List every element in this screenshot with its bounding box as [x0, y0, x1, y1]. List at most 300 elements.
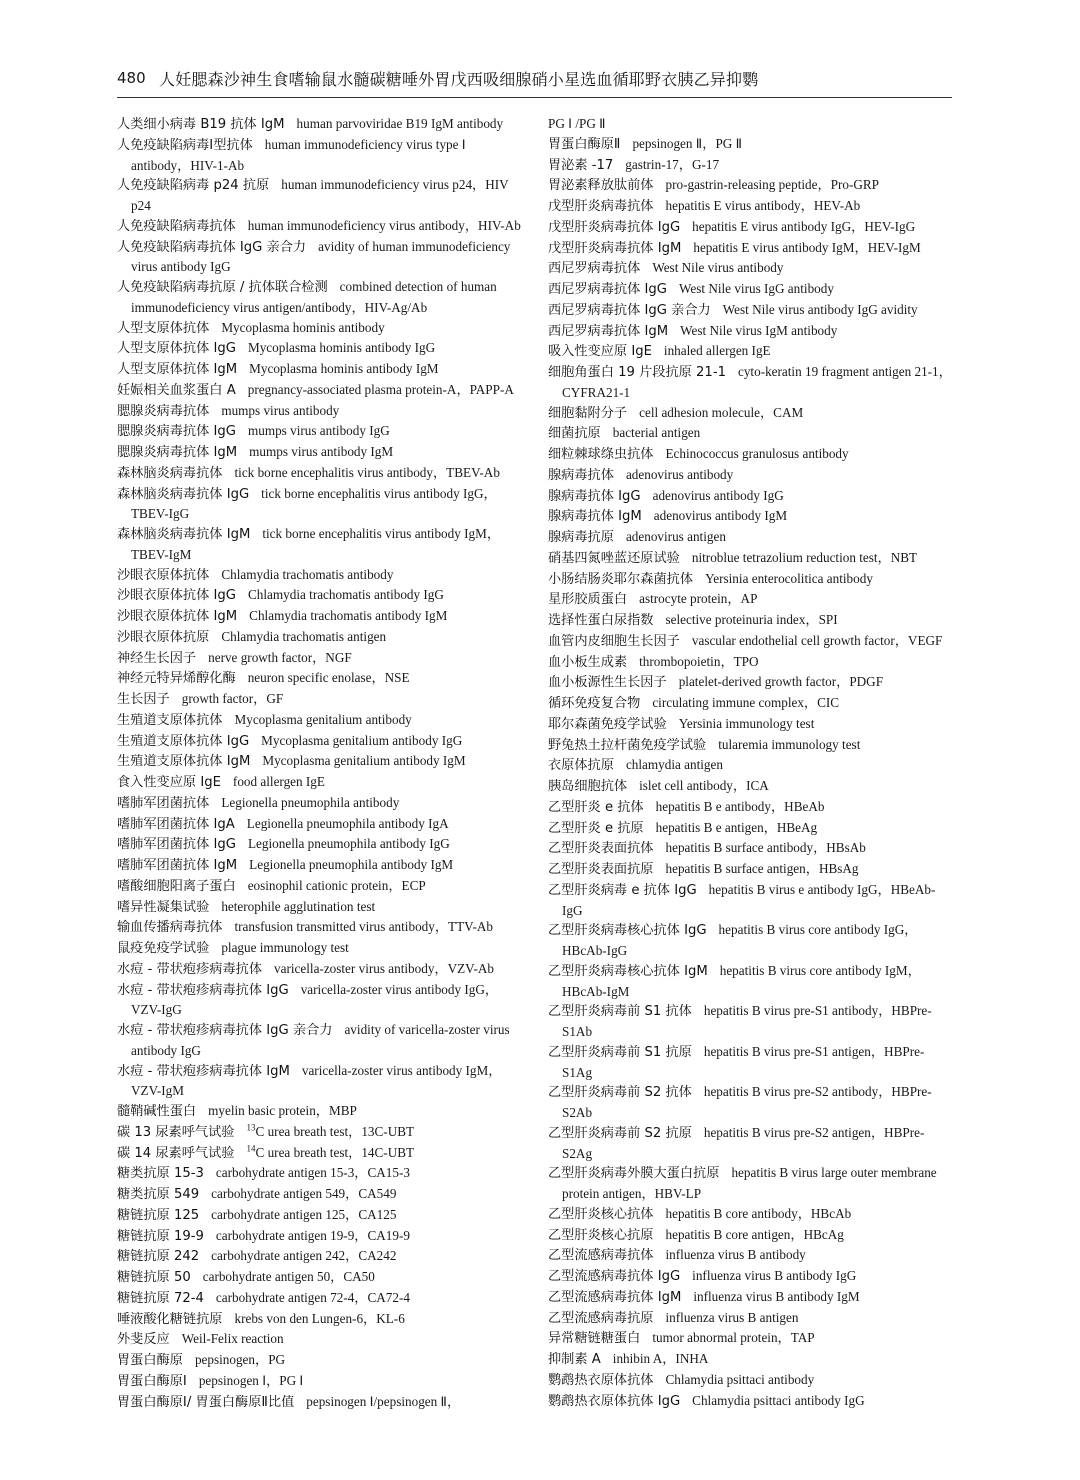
chinese-term: 胃蛋白酶原Ⅰ/ 胃蛋白酶原Ⅱ比值 [117, 1394, 295, 1410]
english-term: West Nile virus antibody [652, 260, 784, 276]
chinese-term: 血小板生成素 [548, 654, 628, 670]
glossary-entry [548, 838, 953, 859]
english-term: cyto-keratin 19 fragment antigen 21-1，CYFRA21-1 [562, 364, 952, 400]
chinese-term: 异常糖链糖蛋白 [548, 1331, 641, 1347]
glossary-entry [117, 442, 522, 463]
chinese-term: 细菌抗原 [548, 426, 601, 442]
chinese-term: 乙型流感病毒抗体 IgM [548, 1289, 682, 1305]
chinese-term: 腺病毒抗体 IgG [548, 488, 641, 504]
glossary-entry [548, 797, 953, 818]
chinese-term: 人类细小病毒 B19 抗体 IgM [117, 117, 285, 132]
english-term: Mycoplasma genitalium antibody IgM [262, 753, 466, 769]
english-term: tick borne encephalitis virus antibody IgM，TBEV-IgM [131, 526, 501, 562]
chinese-term: 腮腺炎病毒抗体 [117, 403, 210, 419]
chinese-term: 腺病毒抗体 IgM [548, 509, 642, 525]
chinese-term: 乙型肝炎病毒外膜大蛋白抗原 [548, 1166, 720, 1182]
english-term: tumor abnormal protein，TAP [652, 1330, 815, 1346]
chinese-term: 硝基四氮唑蓝还原试验 [548, 550, 680, 566]
chinese-term: 乙型肝炎表面抗体 [548, 841, 654, 857]
running-title: 人妊腮森沙神生食嗜输鼠水髓碳糖唾外胃戊西吸细腺硝小星选血循耶野衣胰乙异抑鹦 [159, 70, 759, 89]
english-term: gastrin-17，G-17 [625, 156, 720, 172]
english-term: vascular endothelial cell growth factor，VEGF [691, 632, 943, 648]
chinese-term: 人型支原体抗体 [117, 320, 210, 336]
english-term: Mycoplasma hominis antibody [221, 319, 385, 335]
english-term: influenza virus B antibody IgM [693, 1288, 860, 1304]
chinese-term: 沙眼衣原体抗体 IgG [117, 588, 236, 604]
glossary-entry [117, 421, 522, 442]
chinese-term: 鹦鹉热衣原体抗体 [548, 1372, 654, 1388]
glossary-entry [548, 1370, 953, 1391]
glossary-entry [548, 1163, 953, 1204]
glossary-entry [117, 524, 522, 565]
english-term: C urea breath test，13C-UBT [255, 1123, 415, 1139]
chinese-term: 生殖道支原体抗体 IgM [117, 754, 251, 770]
chinese-term: 腺病毒抗原 [548, 530, 614, 545]
english-term: Mycoplasma genitalium antibody IgG [261, 732, 463, 748]
chinese-term: 胃蛋白酶原 [117, 1353, 183, 1368]
english-term: carbohydrate antigen 15-3，CA15-3 [215, 1165, 410, 1181]
english-term: krebs von den Lungen-6，KL-6 [234, 1310, 405, 1326]
glossary-entry [117, 938, 522, 959]
english-term: carbohydrate antigen 242，CA242 [211, 1248, 397, 1264]
chinese-term: 细胞黏附分子 [548, 405, 628, 421]
glossary-entry [548, 465, 953, 486]
chinese-term: 森林脑炎病毒抗体 IgG [117, 486, 250, 502]
english-term: nerve growth factor，NGF [208, 649, 352, 665]
chinese-term: 糖链抗原 72-4 [117, 1290, 204, 1306]
english-term: pepsinogen，PG [194, 1352, 286, 1367]
glossary-entry [117, 1288, 522, 1309]
chinese-term: 乙型肝炎病毒前 S1 抗体 [548, 1004, 692, 1020]
chinese-term: 乙型肝炎 e 抗体 [548, 799, 644, 815]
chinese-term: 乙型肝炎病毒 e 抗体 IgG [548, 882, 697, 898]
chinese-term: 水痘 - 带状疱疹病毒抗体 IgG [117, 982, 289, 998]
glossary-entry [548, 920, 953, 961]
glossary-entry [117, 668, 522, 689]
chinese-term: 胰岛细胞抗体 [548, 779, 628, 794]
chinese-term: 胃泌素释放肽前体 [548, 178, 654, 194]
chinese-term: 嗜肺军团菌抗体 IgG [117, 837, 236, 853]
glossary-entry [117, 606, 522, 627]
chinese-term: 腮腺炎病毒抗体 IgM [117, 445, 238, 460]
english-term: tularemia immunology test [718, 736, 861, 752]
english-term: astrocyte protein，AP [639, 591, 758, 607]
glossary-entry [548, 155, 953, 176]
glossary-entry [548, 714, 953, 735]
english-term: adenovirus antibody [625, 466, 734, 482]
glossary-entry [117, 1392, 522, 1413]
english-term: hepatitis B virus pre-S1 antibody，HBPre-S1Ab [562, 1003, 932, 1039]
chinese-term: 人免疫缺陷病毒抗体 [117, 218, 236, 234]
glossary-entry [548, 1001, 953, 1042]
english-term: tick borne encephalitis virus antibody，TBEV-Ab [234, 464, 500, 480]
english-term: combined detection of human immunodeficiency virus antigen/antibody，HIV-Ag/Ab [131, 279, 497, 315]
english-term: selective proteinuria index，SPI [665, 612, 838, 627]
english-term: West Nile virus antibody IgG avidity [722, 301, 918, 317]
english-term: avidity of human immunodeficiency virus antibody IgG [131, 238, 511, 275]
chinese-term: 西尼罗病毒抗体 IgG [548, 282, 667, 297]
chinese-term: 血管内皮细胞生长因子 [548, 633, 680, 649]
english-term: carbohydrate antigen 72-4，CA72-4 [215, 1289, 410, 1305]
glossary-entry [117, 1143, 522, 1164]
glossary-entry [117, 980, 522, 1021]
glossary-entry [548, 341, 953, 362]
isotope-superscript: 13 [246, 1122, 256, 1133]
english-term: thrombopoietin，TPO [639, 653, 759, 669]
english-term: human immunodeficiency virus type Ⅰ antibody，HIV-1-Ab [131, 136, 466, 173]
glossary-entry [117, 897, 522, 918]
english-term: hepatitis B virus large outer membrane protein antigen，HBV-LP [562, 1165, 937, 1201]
glossary-entry [117, 959, 522, 980]
chinese-term: 人免疫缺陷病毒 p24 抗原 [117, 178, 270, 194]
glossary-entry [548, 672, 953, 693]
english-term: cell adhesion molecule，CAM [639, 404, 804, 420]
glossary-entry [548, 300, 953, 321]
chinese-term: 野兔热土拉杆菌免疫学试验 [548, 737, 707, 753]
english-term: hepatitis B virus core antibody IgM，HBcAb-IgM [562, 962, 921, 999]
english-term: neuron specific enolase，NSE [247, 670, 410, 686]
english-term: adenovirus antibody IgM [653, 508, 788, 524]
english-term: tick borne encephalitis virus antibody IgG，TBEV-IgG [131, 485, 497, 522]
chinese-term: 神经生长因子 [117, 650, 197, 666]
chinese-term: 戊型肝炎病毒抗体 IgM [548, 240, 682, 256]
glossary-entry [548, 610, 953, 631]
english-term: hepatitis E virus antibody IgM，HEV-IgM [693, 239, 921, 255]
english-term: hepatitis E virus antibody IgG，HEV-IgG [692, 218, 916, 234]
english-term: carbohydrate antigen 549，CA549 [211, 1186, 397, 1201]
chinese-term: 乙型肝炎病毒前 S2 抗体 [548, 1085, 692, 1101]
glossary-entry [548, 279, 953, 300]
glossary-entry [548, 735, 953, 756]
english-term: carbohydrate antigen 125，CA125 [211, 1206, 397, 1222]
chinese-term: 嗜肺军团菌抗体 IgA [117, 816, 235, 832]
glossary-entry [117, 1309, 522, 1330]
glossary-entry [548, 1328, 953, 1349]
chinese-term: 嗜肺军团菌抗体 [117, 795, 210, 811]
english-term: hepatitis B virus pre-S1 antigen，HBPre-S1Ag [562, 1043, 925, 1080]
glossary-entry [548, 1204, 953, 1225]
glossary-entry [117, 1246, 522, 1267]
chinese-term: 碳 13 尿素呼气试验 [117, 1124, 235, 1140]
english-term: myelin basic protein，MBP [208, 1103, 357, 1118]
english-term: Mycoplasma hominis antibody IgM [249, 361, 439, 376]
glossary-entry [117, 1101, 522, 1122]
chinese-term: 生殖道支原体抗体 IgG [117, 733, 250, 749]
chinese-term: 衣原体抗原 [548, 758, 614, 774]
chinese-term: 水痘 - 带状疱疹病毒抗体 IgG 亲合力 [117, 1023, 333, 1038]
english-term: varicella-zoster virus antibody IgG，VZV-IgG [131, 981, 499, 1018]
glossary-entry [117, 401, 522, 422]
chinese-term: 唾液酸化糖链抗原 [117, 1311, 223, 1327]
chinese-term: 西尼罗病毒抗体 [548, 261, 641, 277]
english-term: hepatitis B e antibody，HBeAb [655, 798, 825, 814]
glossary-entry [117, 585, 522, 606]
chinese-term: 人免疫缺陷病毒抗原 / 抗体联合检测 [117, 280, 328, 295]
english-term: carbohydrate antigen 50，CA50 [202, 1269, 375, 1284]
english-term: transfusion transmitted virus antibody，TTV-Ab [234, 919, 493, 935]
chinese-term: 嗜酸细胞阳离子蛋白 [117, 878, 236, 894]
english-term: Weil-Felix reaction [181, 1331, 284, 1347]
glossary-entry [548, 527, 953, 548]
glossary-entry [548, 1225, 953, 1246]
glossary-entry [117, 359, 522, 380]
glossary-entry [548, 961, 953, 1002]
glossary-entry [117, 565, 522, 586]
chinese-term: 西尼罗病毒抗体 IgG 亲合力 [548, 302, 711, 318]
english-term: Mycoplasma hominis antibody IgG [247, 340, 436, 356]
english-term: Legionella pneumophila antibody [221, 794, 400, 810]
english-term: varicella-zoster virus antibody IgM，VZV-IgM [131, 1062, 502, 1099]
glossary-entry [548, 880, 953, 921]
chinese-term: 输血传播病毒抗体 [117, 920, 223, 936]
glossary-entry [117, 484, 522, 525]
english-term: food allergen IgE [232, 774, 325, 789]
english-term: human parvoviridae B19 IgM antibody [296, 116, 504, 131]
english-term: PG Ⅰ /PG Ⅱ [548, 116, 606, 131]
chinese-term: 抑制素 A [548, 1352, 601, 1367]
glossary-entry [117, 318, 522, 339]
english-term: adenovirus antibody IgG [652, 487, 784, 503]
glossary-entry [548, 1308, 953, 1329]
chinese-term: 乙型流感病毒抗体 IgG [548, 1269, 681, 1284]
glossary-entry [117, 710, 522, 731]
chinese-term: 嗜异性凝集试验 [117, 899, 210, 915]
chinese-term: 沙眼衣原体抗体 IgM [117, 609, 238, 624]
glossary-entry [117, 175, 522, 216]
english-term: inhaled allergen IgE [663, 343, 771, 359]
chinese-term: 糖类抗原 15-3 [117, 1166, 204, 1182]
glossary-entry [548, 776, 953, 797]
glossary-entry [548, 1266, 953, 1287]
english-term: hepatitis B virus pre-S2 antibody，HBPre-S2Ab [562, 1084, 932, 1120]
english-term: chlamydia antigen [625, 757, 723, 773]
english-term: adenovirus antigen [625, 529, 726, 544]
glossary-entry [548, 1123, 953, 1164]
glossary-entry [117, 1350, 522, 1371]
glossary-entry [548, 589, 953, 610]
glossary-entry [548, 403, 953, 424]
english-term: Chlamydia trachomatis antibody IgM [249, 608, 448, 623]
glossary-entry [548, 506, 953, 527]
english-term: Echinococcus granulosus antibody [665, 446, 849, 461]
glossary-entry [117, 463, 522, 484]
chinese-term: 戊型肝炎病毒抗体 [548, 199, 654, 214]
glossary-entry [117, 1163, 522, 1184]
english-term: mumps virus antibody IgM [249, 444, 394, 459]
chinese-term: 血小板源性生长因子 [548, 675, 667, 691]
chinese-term: 胃蛋白酶原Ⅰ [117, 1373, 187, 1389]
chinese-term: 生长因子 [117, 692, 170, 707]
english-term: hepatitis B virus pre-S2 antigen，HBPre-S2Ag [562, 1124, 925, 1161]
english-term: Yersinia enterocolitica antibody [705, 570, 873, 586]
glossary-entry [548, 423, 953, 444]
glossary-entry [117, 1329, 522, 1350]
chinese-term: 嗜肺军团菌抗体 IgM [117, 858, 238, 873]
chinese-term: 胃蛋白酶原Ⅱ [548, 136, 621, 152]
glossary-entry [117, 772, 522, 793]
chinese-term: 沙眼衣原体抗体 [117, 567, 210, 583]
glossary-entry [117, 1122, 522, 1143]
left-column [117, 114, 522, 1412]
chinese-term: 西尼罗病毒抗体 IgM [548, 323, 669, 339]
chinese-term: 人型支原体抗体 IgM [117, 362, 238, 377]
chinese-term: 选择性蛋白尿指数 [548, 613, 654, 628]
chinese-term: 水痘 - 带状疱疹病毒抗体 [117, 961, 263, 977]
glossary-entry [117, 793, 522, 814]
glossary-entry [117, 1184, 522, 1205]
glossary-entry [117, 1205, 522, 1226]
english-term: nitroblue tetrazolium reduction test，NBT [691, 549, 918, 565]
glossary-entry [548, 321, 953, 342]
chinese-term: 糖链抗原 19-9 [117, 1228, 204, 1244]
chinese-term: 乙型肝炎病毒核心抗体 IgM [548, 963, 708, 979]
english-term: hepatitis B surface antigen，HBsAg [665, 861, 859, 876]
english-term: C urea breath test，14C-UBT [255, 1144, 415, 1160]
chinese-term: 细胞角蛋白 19 片段抗原 21-1 [548, 365, 726, 380]
glossary-entry [117, 277, 522, 318]
english-term: bacterial antigen [612, 425, 701, 441]
isotope-superscript: 14 [246, 1143, 256, 1154]
chinese-term: 乙型肝炎病毒前 S1 抗原 [548, 1044, 692, 1060]
english-term: pro-gastrin-releasing peptide，Pro-GRP [665, 177, 880, 193]
english-term: West Nile virus IgM antibody [680, 322, 838, 338]
glossary-entry [117, 814, 522, 835]
english-term: circulating immune complex，CIC [652, 695, 840, 710]
chinese-term: 耶尔森菌免疫学试验 [548, 716, 667, 732]
glossary-entry [548, 859, 953, 880]
glossary-entry [117, 731, 522, 752]
english-term: mumps virus antibody IgG [247, 423, 390, 439]
chinese-term: 鹦鹉热衣原体抗体 IgG [548, 1393, 681, 1409]
english-term: heterophile agglutination test [221, 898, 376, 914]
glossary-entry [548, 631, 953, 652]
english-term: pepsinogen Ⅱ，PG Ⅱ [632, 135, 743, 151]
glossary-entry [548, 134, 953, 155]
chinese-term: 乙型肝炎表面抗原 [548, 862, 654, 877]
english-term: platelet-derived growth factor，PDGF [678, 674, 884, 690]
english-term: Legionella pneumophila antibody IgM [249, 857, 454, 872]
chinese-term: 吸入性变应原 IgE [548, 344, 652, 360]
chinese-term: 糖类抗原 549 [117, 1187, 200, 1202]
chinese-term: 森林脑炎病毒抗体 IgM [117, 527, 251, 542]
glossary-entry [548, 1042, 953, 1083]
glossary-entry [117, 338, 522, 359]
chinese-term: 腮腺炎病毒抗体 IgG [117, 424, 236, 440]
glossary-entry [117, 380, 522, 401]
english-term: hepatitis E virus antibody，HEV-Ab [665, 198, 861, 213]
glossary-entry [548, 1349, 953, 1370]
glossary-entry [117, 917, 522, 938]
chinese-term: 神经元特异烯醇化酶 [117, 671, 236, 687]
english-term: hepatitis B virus core antibody IgG，HBcAb-IgG [562, 922, 918, 958]
english-term: influenza virus B antibody IgG [692, 1268, 857, 1283]
glossary-entry [548, 693, 953, 714]
english-term: hepatitis B surface antibody，HBsAb [665, 840, 866, 856]
chinese-term: 人型支原体抗体 IgG [117, 341, 236, 357]
english-term: hepatitis B core antigen，HBcAg [665, 1226, 844, 1242]
chinese-term: 乙型肝炎核心抗原 [548, 1227, 654, 1243]
glossary-entry [117, 114, 522, 135]
glossary-entry [548, 217, 953, 238]
english-term: pepsinogen Ⅰ/pepsinogen Ⅱ， [306, 1393, 461, 1409]
chinese-term: 乙型肝炎 e 抗原 [548, 820, 644, 836]
glossary-entry [548, 1082, 953, 1123]
english-term: inhibin A，INHA [612, 1351, 709, 1366]
glossary-entry [548, 486, 953, 507]
english-term: influenza virus B antigen [665, 1309, 799, 1325]
english-term: human immunodeficiency virus antibody，HIV-Ab [247, 217, 521, 233]
chinese-term: 沙眼衣原体抗原 [117, 629, 210, 645]
chinese-term: 鼠疫免疫学试验 [117, 941, 210, 956]
glossary-entry [117, 876, 522, 897]
english-term: Mycoplasma genitalium antibody [234, 711, 412, 727]
chinese-term: 细粒棘球绦虫抗体 [548, 447, 654, 462]
english-term: pregnancy-associated plasma protein-A，PAPP-A [247, 381, 514, 397]
chinese-term: 森林脑炎病毒抗体 [117, 465, 223, 481]
chinese-term: 小肠结肠炎耶尔森菌抗体 [548, 571, 694, 587]
chinese-term: 糖链抗原 242 [117, 1249, 200, 1265]
english-term: islet cell antibody，ICA [639, 778, 769, 793]
glossary-entry [117, 135, 522, 176]
chinese-term: 糖链抗原 125 [117, 1207, 200, 1223]
chinese-term: 人免疫缺陷病毒Ⅰ型抗体 [117, 137, 253, 153]
glossary-entry [117, 627, 522, 648]
page-number: 480 [117, 69, 146, 87]
english-term: avidity of varicella-zoster virus antibody IgG [131, 1022, 510, 1058]
glossary-entry [548, 755, 953, 776]
english-term: Chlamydia trachomatis antibody IgG [247, 587, 444, 603]
english-term: hepatitis B core antibody，HBcAb [665, 1205, 852, 1221]
glossary-entry [548, 652, 953, 673]
glossary-entry [117, 751, 522, 772]
glossary-entry [548, 444, 953, 465]
chinese-term: 乙型流感病毒抗原 [548, 1310, 654, 1326]
right-column [548, 114, 953, 1411]
glossary-entry [548, 569, 953, 590]
english-term: West Nile virus IgG antibody [678, 281, 834, 296]
glossary-entry [117, 216, 522, 237]
glossary-entry [117, 1267, 522, 1288]
english-term: varicella-zoster virus antibody，VZV-Ab [274, 960, 495, 976]
glossary-entry [548, 1287, 953, 1308]
chinese-term: 妊娠相关血浆蛋白 A [117, 382, 236, 398]
glossary-entry [117, 834, 522, 855]
english-term: Chlamydia trachomatis antigen [221, 628, 387, 644]
chinese-term: 碳 14 尿素呼气试验 [117, 1145, 235, 1161]
english-term: Legionella pneumophila antibody IgA [246, 815, 449, 831]
chinese-term: 循环免疫复合物 [548, 696, 641, 711]
glossary-entry [117, 1371, 522, 1392]
english-term: mumps virus antibody [221, 402, 340, 418]
chinese-term: 腺病毒抗体 [548, 467, 614, 483]
glossary-entry [548, 258, 953, 279]
glossary-entry [117, 1226, 522, 1247]
english-term: Chlamydia psittaci antibody [665, 1371, 815, 1387]
chinese-term: 外斐反应 [117, 1332, 170, 1348]
english-term: hepatitis B e antigen，HBeAg [655, 819, 818, 835]
chinese-term: 乙型肝炎核心抗体 [548, 1206, 654, 1222]
chinese-term: 髓鞘碱性蛋白 [117, 1104, 197, 1119]
chinese-term: 水痘 - 带状疱疹病毒抗体 IgM [117, 1063, 290, 1079]
glossary-entry [548, 238, 953, 259]
glossary-entry [548, 114, 953, 134]
chinese-term: 乙型肝炎病毒核心抗体 IgG [548, 923, 707, 939]
chinese-term: 星形胶质蛋白 [548, 592, 628, 608]
glossary-entry [548, 362, 953, 403]
glossary-entry [548, 548, 953, 569]
english-term: hepatitis B virus e antibody IgG，HBeAb-IgG [562, 881, 936, 918]
english-term: growth factor，GF [181, 691, 284, 706]
